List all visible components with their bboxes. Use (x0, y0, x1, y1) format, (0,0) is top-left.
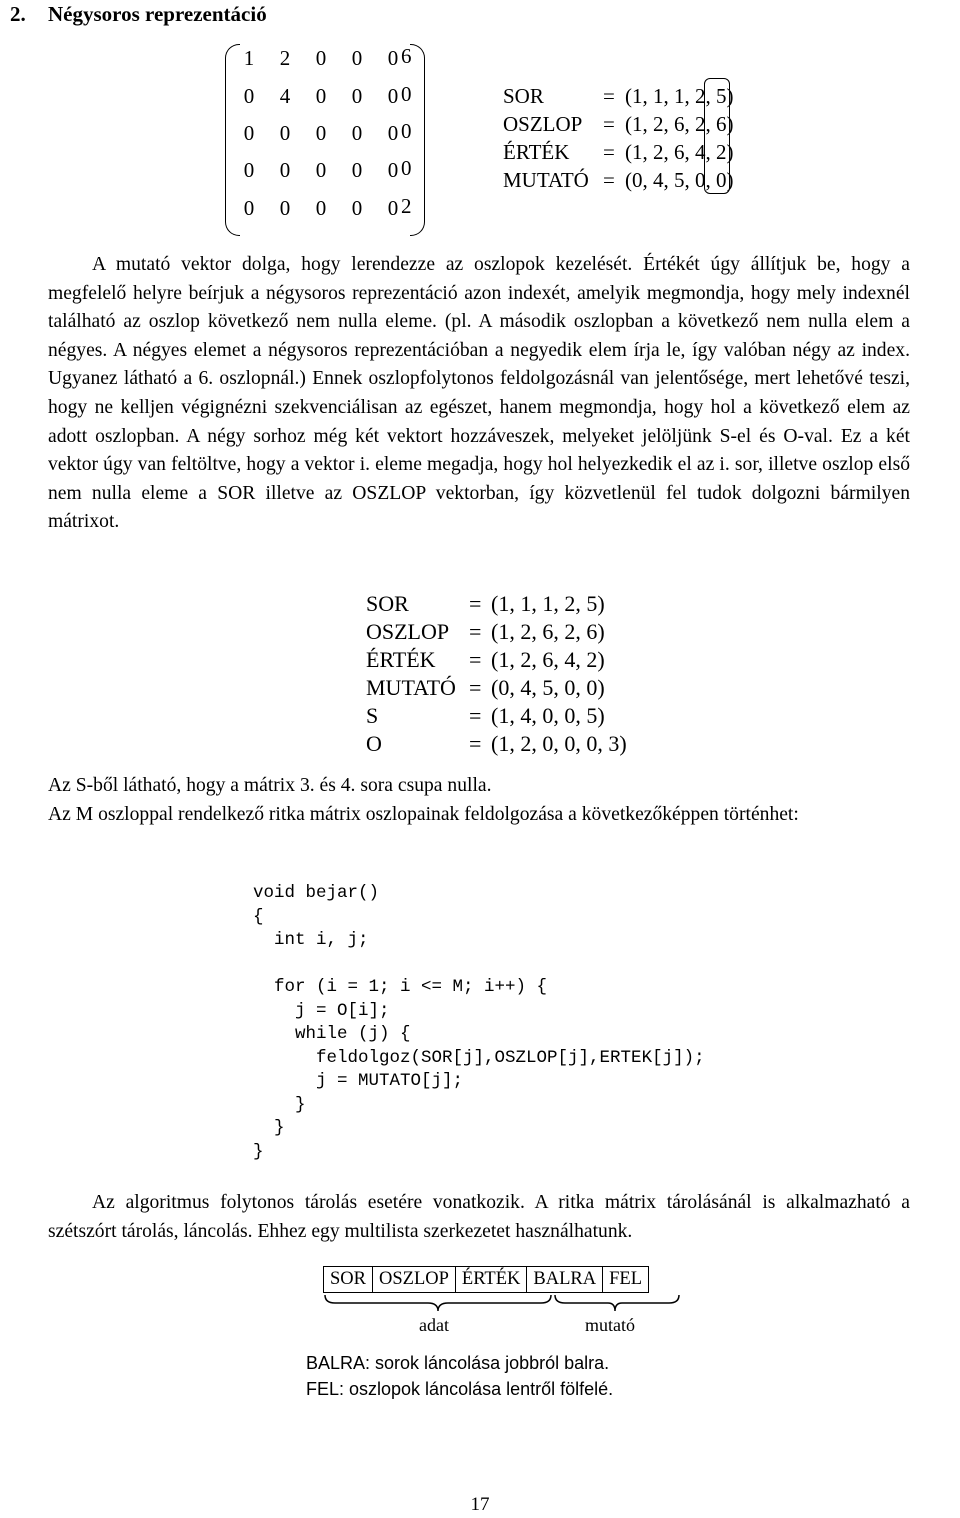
vector-label: MUTATÓ (366, 675, 456, 700)
vector-label: ÉRTÉK (366, 647, 436, 672)
vector-value: (0, 4, 5, 0, 0) (625, 168, 734, 192)
matrix-cell: 0 (243, 196, 255, 220)
group-braces (323, 1293, 685, 1315)
paragraph-text: Az M oszloppal rendelkező ritka mátrix oszlopainak feldolgozása a következőképpen történhet: (48, 804, 799, 825)
matrix-cell: 0 (387, 84, 399, 108)
field-balra: BALRA (527, 1267, 603, 1293)
section-title: Négysoros reprezentáció (48, 2, 267, 26)
vector-value: (1, 4, 0, 0, 5) (491, 703, 605, 728)
paragraph (48, 251, 910, 537)
vector-row (503, 110, 734, 138)
paragraph-text: Az S-ből látható, hogy a mátrix 3. és 4. sora csupa nulla. (48, 775, 492, 796)
vector-label: SOR (503, 84, 544, 108)
matrix-cell: 0 (387, 196, 399, 220)
field-fel: FEL (603, 1267, 649, 1293)
vector-label: SOR (366, 591, 409, 616)
code-block: void bejar() { int i, j; for (i = 1; i <= M; i++) { j = O[i]; while (j) { feldolgoz(SOR[j],OSZLOP[j],ERTEK[j]); j = MUTATO[j]; } } } (253, 883, 705, 1162)
matrix-cell: 1 (243, 46, 255, 70)
vector-value: (1, 2, 6, 2, 6) (625, 112, 734, 136)
paragraph (48, 801, 910, 830)
vector-row (366, 646, 627, 674)
highlight-column-box (704, 78, 730, 194)
vector-value: (1, 2, 6, 4, 2) (491, 647, 605, 672)
matrix-cell: 0 (279, 121, 291, 145)
record-structure-diagram (323, 1266, 685, 1339)
section-heading (10, 2, 267, 27)
matrix-row (231, 84, 411, 109)
paragraph-text: A mutató vektor dolga, hogy lerendezze az oszlopok kezelését. Értékét úgy állítjuk be, hogy a megfelelő helyre beírjuk a négysoros reprezentáció azon indexét, amelyik megmondja, hogy mely indexnél található az oszlop következő nem nulla eleme. (pl. A második oszlopban a következő nem nulla elem a négyes. A négyes elemet a négysoros reprezentációban a negyedik elem írja le, így valóban négy az index. Ugyanez látható a 6. oszlopnál.) Ennek oszlopfolytonos feldolgozásnál van jelentősége, mert lehetővé teszi, hogy ne kelljen végignézni szekvenciálisan az egészet, hanem megmondja, hogy hol a következő elem az adott oszlopban. A négy sorhoz még két vektort hozzáveszek, melyeket jelöljünk S-el és O-val. Ez a két vektor úgy van feltöltve, hogy a vektor i. eleme megadja, hogy hol helyezkedik el az i. sor, illetve oszlop első nem nulla eleme a SOR illetve az OSZLOP vektorban, így közvetlenül fel tudok dolgozni bármilyen mátrixot. (48, 254, 910, 533)
matrix-cell: 0 (243, 84, 255, 108)
vector-eq: = (469, 675, 482, 700)
vector-value: (1, 2, 0, 0, 0, 3) (491, 731, 627, 756)
data-group-label: adat (419, 1315, 449, 1335)
data-brace (325, 1295, 551, 1311)
matrix-cell: 0 (243, 121, 255, 145)
matrix-cell: 0 (351, 46, 363, 70)
vector-row (366, 618, 627, 646)
matrix-cell: 0 (387, 158, 399, 182)
vector-eq: = (603, 84, 615, 108)
matrix-cell: 0 (351, 121, 363, 145)
vectors-mid (366, 590, 627, 758)
matrix-cell: 0 (401, 156, 412, 180)
field-sor: SOR (324, 1267, 373, 1293)
matrix-cell: 4 (279, 84, 291, 108)
vector-row (366, 730, 627, 758)
matrix-cell: 0 (351, 158, 363, 182)
pointer-brace (555, 1295, 679, 1311)
matrix-cell: 0 (387, 46, 399, 70)
field-oszlop: OSZLOP (373, 1267, 456, 1293)
vector-value: (1, 1, 1, 2, 5) (491, 591, 605, 616)
vector-row (503, 138, 734, 166)
matrix-row (231, 46, 411, 71)
matrix-cell: 0 (387, 121, 399, 145)
vector-label: OSZLOP (503, 112, 583, 136)
vectors-top (503, 82, 734, 194)
vector-value: (0, 4, 5, 0, 0) (491, 675, 605, 700)
record-fields-table (323, 1266, 649, 1293)
vector-label: ÉRTÉK (503, 140, 570, 164)
paragraph (48, 772, 910, 801)
note-balra: BALRA: sorok láncolása jobbról balra. (306, 1353, 610, 1373)
paragraph (48, 1189, 910, 1246)
matrix-cell: 2 (401, 194, 412, 218)
matrix-row (231, 196, 411, 221)
note-fel: FEL: oszlopok láncolása lentről fölfelé. (306, 1379, 614, 1399)
matrix-col6 (401, 46, 412, 217)
vector-row (366, 590, 627, 618)
vector-eq: = (469, 647, 482, 672)
vector-value: (1, 2, 6, 2, 6) (491, 619, 605, 644)
matrix-cell: 0 (401, 119, 412, 143)
vector-eq: = (603, 140, 615, 164)
notes (306, 1350, 613, 1402)
matrix-cell: 0 (279, 196, 291, 220)
matrix-cell: 0 (315, 196, 327, 220)
matrix-cell: 0 (315, 46, 327, 70)
vector-label: S (366, 703, 379, 728)
matrix-cell: 0 (351, 84, 363, 108)
vector-row (503, 82, 734, 110)
vector-eq: = (469, 591, 482, 616)
matrix-right-bracket (410, 44, 425, 236)
matrix-row (231, 158, 411, 183)
matrix-cell: 0 (401, 82, 412, 106)
paragraph-text: Az algoritmus folytonos tárolás esetére vonatkozik. A ritka mátrix tárolásánál is alkalmazható a szétszórt tárolás, láncolás. Ehhez egy multilista szerkezetet használhatunk. (48, 1192, 910, 1242)
matrix-cell: 0 (315, 158, 327, 182)
matrix-cell: 0 (243, 158, 255, 182)
vector-eq: = (469, 619, 482, 644)
vector-eq: = (603, 168, 615, 192)
vector-row (366, 674, 627, 702)
vector-eq: = (469, 703, 482, 728)
matrix-cell: 0 (279, 158, 291, 182)
vector-label: OSZLOP (366, 619, 450, 644)
matrix-cell: 0 (351, 196, 363, 220)
vector-label: MUTATÓ (503, 168, 589, 192)
vector-eq: = (469, 731, 482, 756)
vector-eq: = (603, 112, 615, 136)
pointer-group-label: mutató (585, 1315, 635, 1335)
vector-label: O (366, 731, 382, 756)
matrix-cell: 0 (315, 84, 327, 108)
field-ertek: ÉRTÉK (455, 1267, 527, 1293)
vector-row (366, 702, 627, 730)
page-number: 17 (470, 1494, 490, 1515)
section-number: 2. (10, 2, 26, 26)
matrix-cell: 2 (279, 46, 291, 70)
vector-value: (1, 2, 6, 4, 2) (625, 140, 734, 164)
matrix-cell: 6 (401, 44, 412, 68)
matrix-cell: 0 (315, 121, 327, 145)
vector-row (503, 166, 734, 194)
group-labels (323, 1315, 685, 1339)
sparse-matrix (225, 44, 425, 234)
vector-value: (1, 1, 1, 2, 5) (625, 84, 734, 108)
matrix-row (231, 121, 411, 146)
